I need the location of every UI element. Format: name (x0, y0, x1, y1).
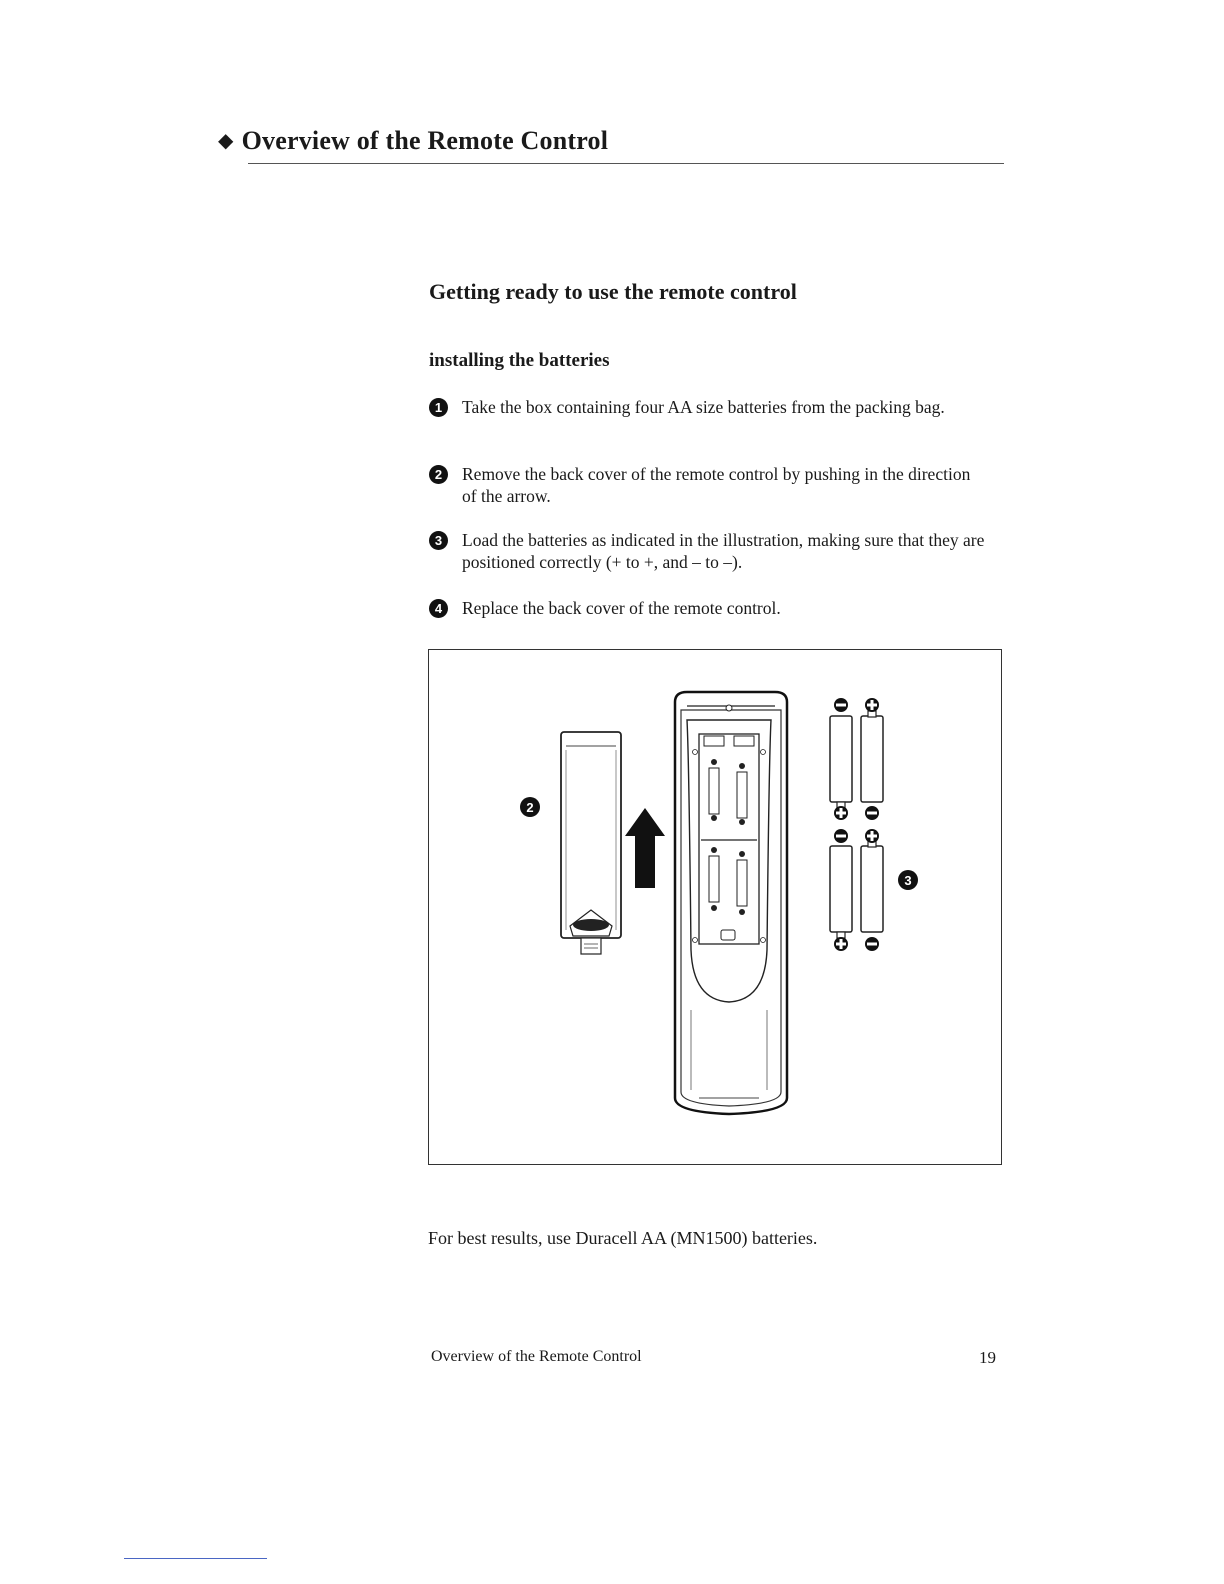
step-4-number-icon: 4 (429, 599, 448, 618)
callout-2 (520, 797, 540, 817)
step-3 (429, 529, 989, 573)
step-4-text: Replace the back cover of the remote control. (462, 598, 781, 618)
page-heading: Getting ready to use the remote control (429, 279, 797, 304)
title-divider (248, 163, 1004, 164)
step-2-number-icon: 2 (429, 465, 448, 484)
footer-title: Overview of the Remote Control (431, 1348, 642, 1365)
diamond-bullet-icon: ◆ (218, 130, 234, 152)
bottom-divider (124, 1558, 267, 1559)
page-number: 19 (979, 1348, 996, 1367)
battery-illustration-drawing (429, 650, 1003, 1166)
step-1-number-icon: 1 (429, 398, 448, 417)
step-4 (429, 597, 989, 619)
push-arrow-icon (625, 808, 665, 888)
subheading: installing the batteries (429, 350, 610, 371)
battery-illustration (428, 649, 1002, 1165)
batteries-drawing (830, 698, 883, 951)
step-3-text: Load the batteries as indicated in the illustration, making sure that they are positioned correctly (+ to +, and – to –). (462, 530, 985, 572)
remote-control-drawing (675, 692, 787, 1114)
step-1-text: Take the box containing four AA size batteries from the packing bag. (462, 397, 945, 417)
battery-note: For best results, use Duracell AA (MN1500) batteries. (428, 1228, 818, 1248)
section-title-text: Overview of the Remote Control (241, 126, 609, 155)
section-title (218, 126, 608, 156)
step-1 (429, 396, 989, 418)
callout-3 (898, 870, 918, 890)
back-cover-drawing (561, 732, 621, 954)
step-2 (429, 463, 989, 507)
callout-2-label: 2 (526, 800, 534, 815)
callout-3-label: 3 (904, 873, 912, 888)
step-3-number-icon: 3 (429, 531, 448, 550)
step-2-text: Remove the back cover of the remote control by pushing in the direction of the arrow. (462, 464, 971, 506)
